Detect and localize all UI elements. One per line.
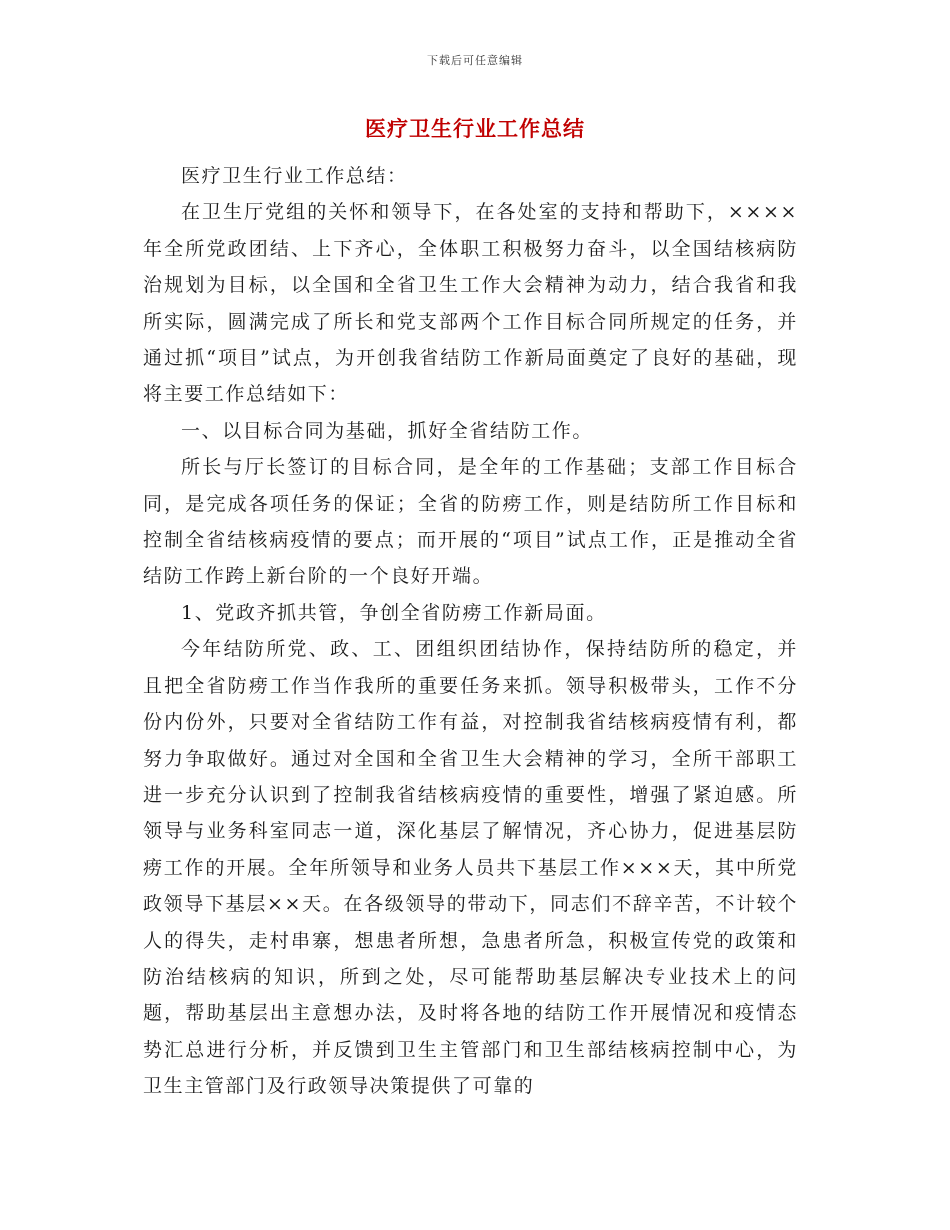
subsection-heading-1: 1、党政齐抓共管，争创全省防痨工作新局面。 — [181, 601, 607, 624]
paragraph-salutation: 医疗卫生行业工作总结： — [181, 165, 408, 187]
document-title: 医疗卫生行业工作总结 — [365, 116, 585, 141]
section-heading-1: 一、以目标合同为基础，抓好全省结防工作。 — [181, 419, 594, 442]
paragraph-subsection-1: 今年结防所党、政、工、团组织团结协作，保持结防所的稳定，并且把全省防痨工作当作我所的重要任务来抓。领导积极带头，工作不分份内份外，只要对全省结防工作有益，对控制我省结核病疫情有利，都努力争取做好。通过对全国和全省卫生大会精神的学习，全所干部职工进一步充分认识到了控制我省结核病疫情的重要性，增强了紧迫感。所领导与业务科室同志一道，深化基层了解情况，齐心协力，促进基层防痨工作的开展。全年所领导和业务人员共下基层工作×××天，其中所党政领导下基层××天。在各级领导的带动下，同志们不辞辛苦，不计较个人的得失，走村串寨，想患者所想，急患者所急，积极宣传党的政策和防治结核病的知识，所到之处，尽可能帮助基层解决专业技术上的问题，帮助基层出主意想办法，及时将各地的结防工作开展情况和疫情态势汇总进行分析，并反馈到卫生主管部门和卫生部结核病控制中心，为卫生主管部门及行政领导决策提供了可靠的 — [143, 638, 798, 1098]
document-body — [143, 158, 798, 1105]
header-note: 下载后可任意编辑 — [427, 54, 523, 67]
paragraph-intro: 在卫生厅党组的关怀和领导下，在各处室的支持和帮助下，××××年全所党政团结、上下齐心，全体职工积极努力奋斗，以全国结核病防治规划为目标，以全国和全省卫生工作大会精神为动力，结合我省和我所实际，圆满完成了所长和党支部两个工作目标合同所规定的任务，并通过抓“项目”试点，为开创我省结防工作新局面奠定了良好的基础，现将主要工作总结如下： — [143, 201, 798, 406]
paragraph-section-1: 所长与厅长签订的目标合同，是全年的工作基础；支部工作目标合同，是完成各项任务的保证；全省的防痨工作，则是结防所工作目标和控制全省结核病疫情的要点；而开展的“项目”试点工作，正是推动全省结防工作跨上新台阶的一个良好开端。 — [143, 456, 798, 588]
